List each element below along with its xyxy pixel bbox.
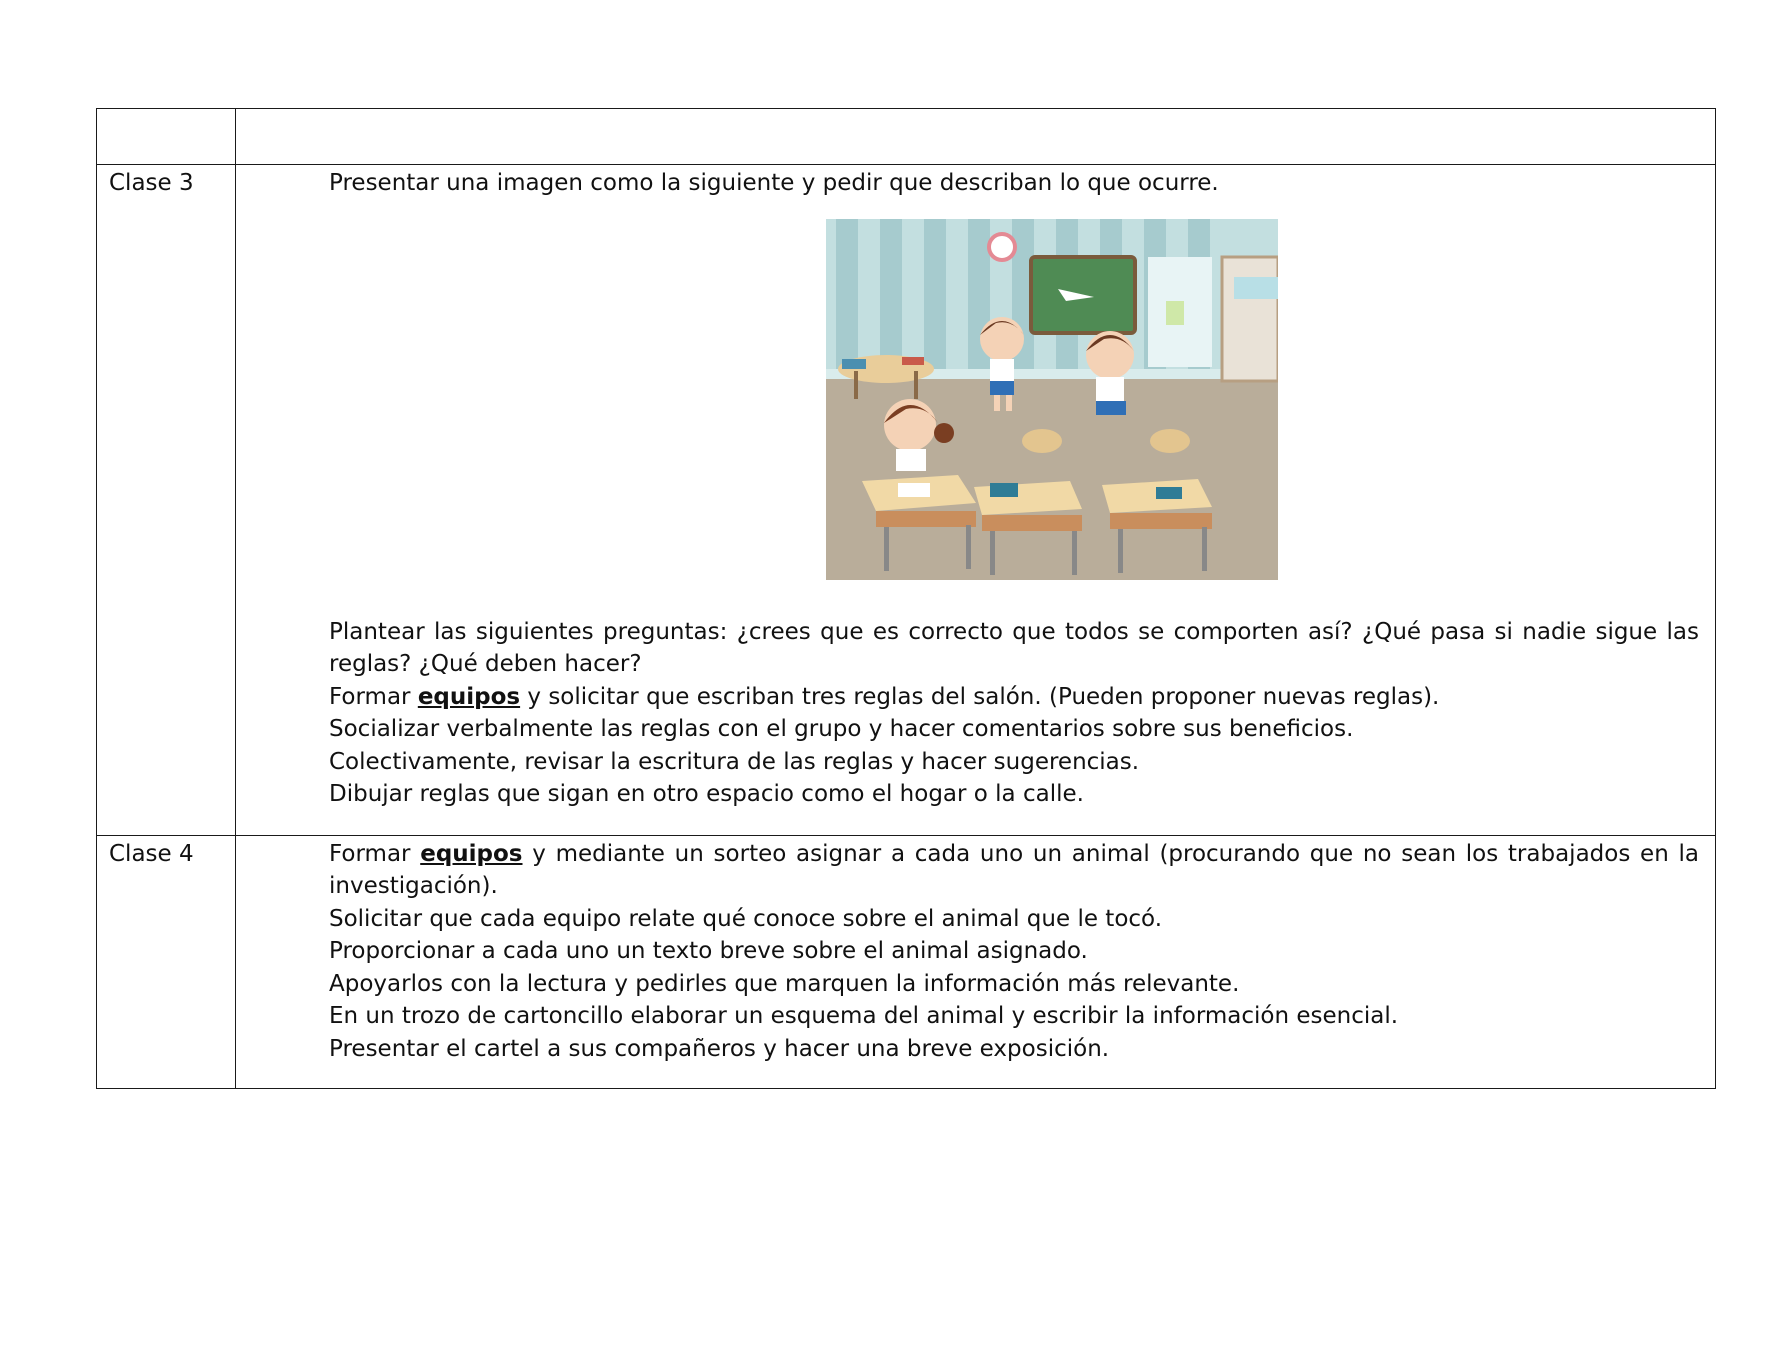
table-cell-empty-content [236,109,1716,165]
questions-text: Plantear las siguientes preguntas: ¿crees que es correcto que todos se comporten así? ¿Qué pasa si nadie sigue las reglas? ¿Qué deben hacer? [329,618,1699,677]
instruction-line: Presentar el cartel a sus compañeros y hacer una breve exposición. [329,1035,1110,1062]
table-row-clase-3 [97,165,1716,836]
instruction-line: Solicitar que cada equipo relate qué conoce sobre el animal que le tocó. [329,905,1163,932]
team-instruction-clase-4 [329,838,1699,903]
team-text-after: y mediante un sorteo asignar a cada uno un animal (procurando que no sean los trabajados en la investigación). [329,840,1699,899]
team-emphasis-word: equipos [417,683,521,710]
team-text-before: Formar [329,840,421,867]
instruction-line: Dibujar reglas que sigan en otro espacio como el hogar o la calle. [329,781,1084,807]
team-text-after: y solicitar que escriban tres reglas del salón. (Pueden proponer nuevas reglas). [520,683,1440,710]
classroom-children-illustration-icon [826,219,1278,580]
intro-text: Presentar una imagen como la siguiente y pedir que describan lo que ocurre. [329,170,1219,196]
instruction-line: Colectivamente, revisar la escritura de las reglas y hacer sugerencias. [329,748,1140,775]
instruction-line: Proporcionar a cada uno un texto breve sobre el animal asignado. [329,938,1088,964]
team-instruction-clase-3 [329,681,1699,714]
instruction-line: Socializar verbalmente las reglas con el grupo y hacer comentarios sobre sus beneficios. [329,716,1354,742]
lesson-plan-table [96,108,1716,1089]
row-content-clase-4 [236,835,1716,1089]
table-row-empty [97,109,1716,165]
table-row-clase-4 [97,835,1716,1089]
team-text-before: Formar [329,683,418,710]
team-emphasis-word: equipos [420,840,523,867]
table-cell-empty-label [97,109,236,165]
instruction-line: En un trozo de cartoncillo elaborar un esquema del animal y escribir la información esencial. [329,1003,1399,1029]
row-label-clase-3: Clase 3 [97,165,236,836]
row-label-clase-4: Clase 4 [97,835,236,1089]
instruction-line: Apoyarlos con la lectura y pedirles que marquen la información más relevante. [329,970,1240,997]
row-content-clase-3 [236,165,1716,836]
illustration-container [329,219,1699,580]
